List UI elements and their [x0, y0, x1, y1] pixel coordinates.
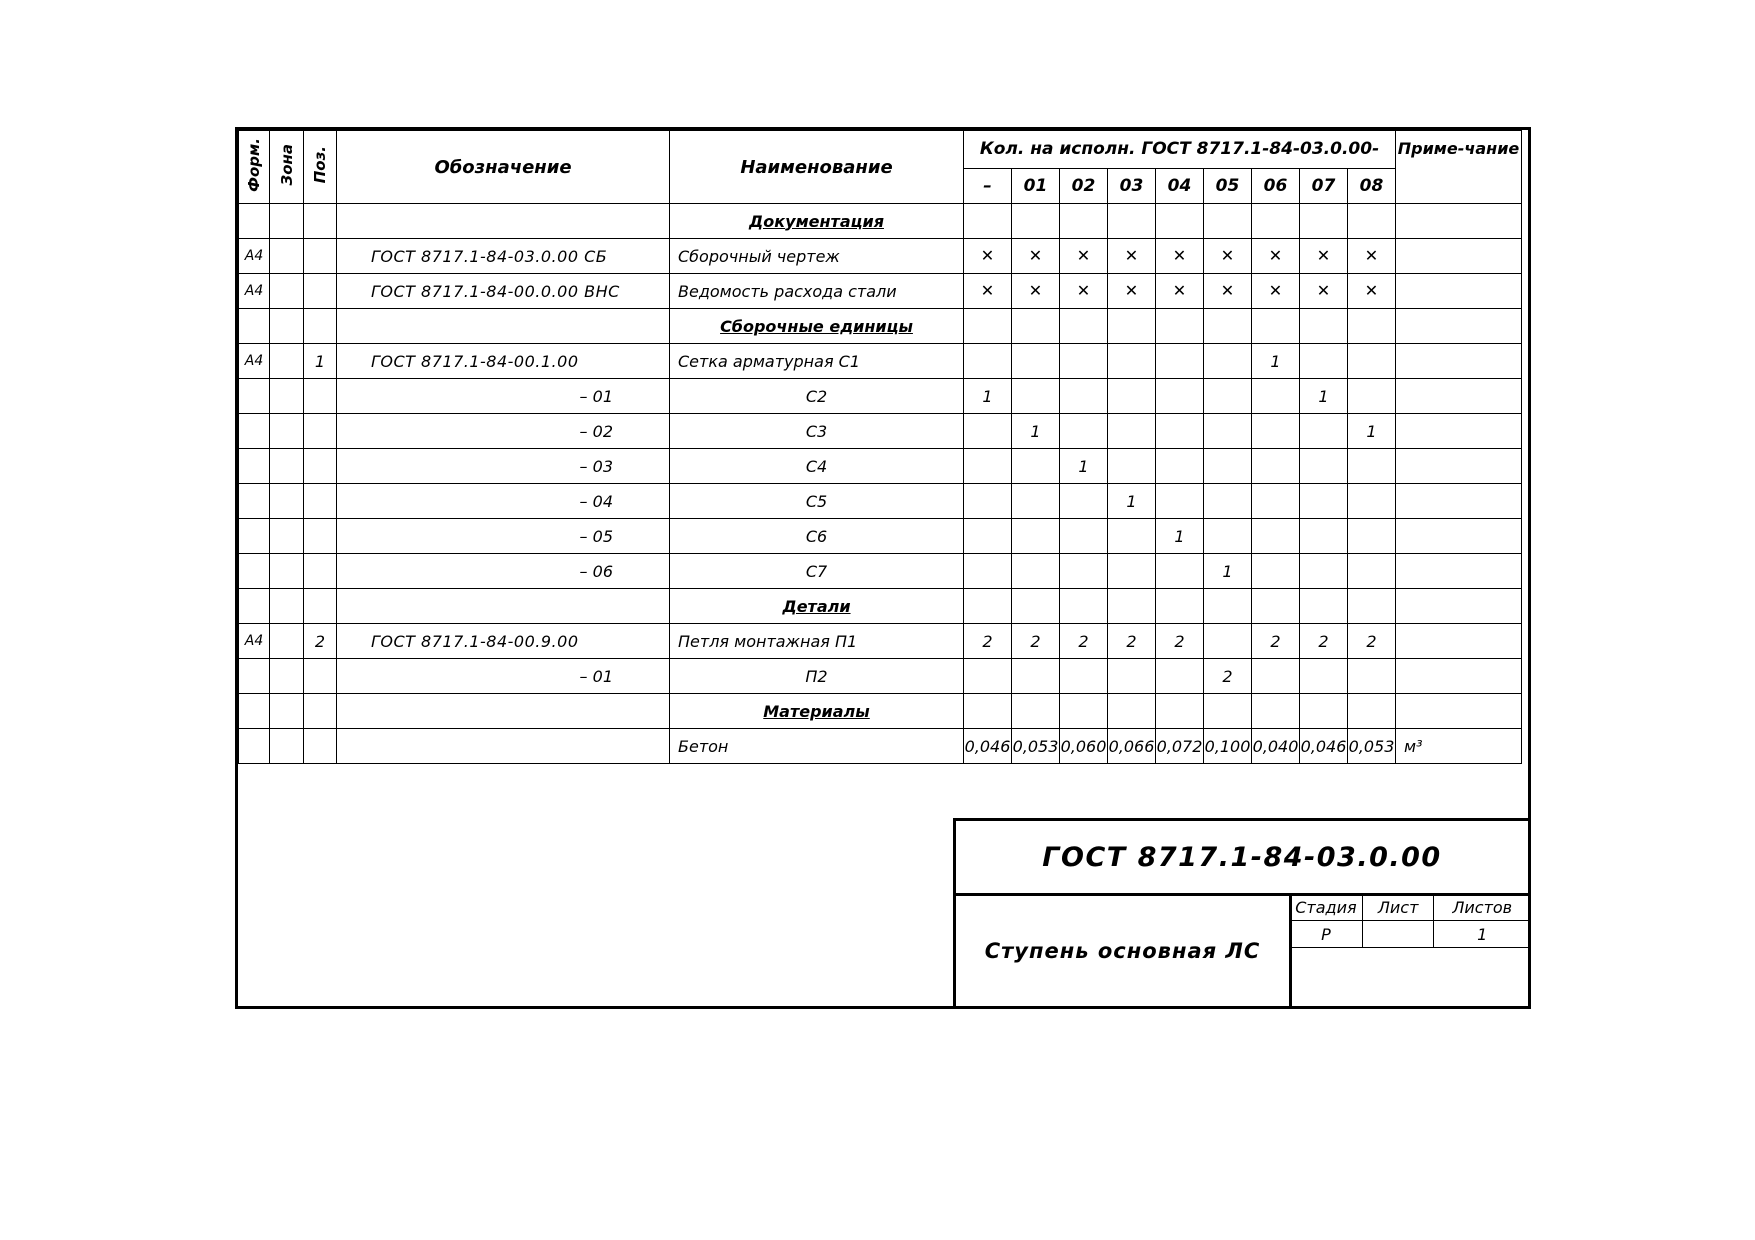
sheets-value: 1	[1434, 921, 1531, 948]
pos-cell	[304, 379, 337, 414]
qty-cell: 1	[1348, 414, 1396, 449]
qty-cell	[1348, 694, 1396, 729]
qty-cell: 1	[1108, 484, 1156, 519]
qty-cell	[1252, 694, 1300, 729]
qty-cell	[1156, 554, 1204, 589]
qty-cell: 2	[1204, 659, 1252, 694]
qty-cell	[1348, 449, 1396, 484]
table-row	[239, 344, 1522, 379]
qty-cell	[1060, 379, 1108, 414]
qty-cell	[1012, 204, 1060, 239]
qty-cell	[964, 449, 1012, 484]
form-cell	[239, 589, 270, 624]
pos-cell	[304, 449, 337, 484]
qty-cell	[1012, 589, 1060, 624]
qty-cell: 2	[964, 624, 1012, 659]
form-cell	[239, 484, 270, 519]
designation-cell	[337, 589, 670, 624]
qty-cell	[1156, 309, 1204, 344]
qty-cell	[1060, 344, 1108, 379]
header-qty-title: Кол. на исполн. ГОСТ 8717.1-84-03.0.00-	[964, 131, 1396, 169]
qty-cell	[1300, 519, 1348, 554]
section-row	[239, 589, 1522, 624]
note-cell	[1396, 309, 1522, 344]
pos-cell	[304, 414, 337, 449]
qty-cell	[1204, 694, 1252, 729]
qty-cell	[1060, 519, 1108, 554]
qty-cell	[964, 659, 1012, 694]
variant-header: 02	[1060, 168, 1108, 204]
table-row	[239, 729, 1522, 764]
header-form: Форм.	[245, 138, 263, 192]
table-row	[239, 659, 1522, 694]
assembly-mark: ✕	[1156, 239, 1204, 274]
zone-cell	[270, 309, 304, 344]
zone-cell	[270, 694, 304, 729]
note-cell	[1396, 449, 1522, 484]
designation-cell: – 04	[337, 484, 670, 519]
name-cell: С3	[670, 414, 964, 449]
note-cell	[1396, 204, 1522, 239]
assembly-mark: ✕	[1252, 239, 1300, 274]
name-cell: Сборочный чертеж	[670, 239, 964, 274]
zone-cell	[270, 449, 304, 484]
qty-cell: 0,053	[1012, 729, 1060, 764]
assembly-mark: ✕	[964, 239, 1012, 274]
pos-cell	[304, 309, 337, 344]
document-name: Ступень основная ЛС	[956, 893, 1292, 1009]
qty-cell	[1156, 204, 1204, 239]
qty-cell	[964, 519, 1012, 554]
variant-header: 03	[1108, 168, 1156, 204]
qty-cell	[964, 589, 1012, 624]
qty-cell: 2	[1060, 624, 1108, 659]
pos-cell	[304, 274, 337, 309]
table-row	[239, 519, 1522, 554]
qty-cell	[1300, 659, 1348, 694]
zone-cell	[270, 589, 304, 624]
variant-header: 07	[1300, 168, 1348, 204]
qty-cell	[1204, 624, 1252, 659]
designation-cell: ГОСТ 8717.1-84-00.9.00	[337, 624, 670, 659]
assembly-mark: ✕	[1300, 239, 1348, 274]
form-cell	[239, 694, 270, 729]
qty-cell	[1300, 484, 1348, 519]
qty-cell: 0,040	[1252, 729, 1300, 764]
qty-cell	[1204, 449, 1252, 484]
qty-cell	[1300, 589, 1348, 624]
form-cell: А4	[239, 274, 270, 309]
qty-cell	[1060, 484, 1108, 519]
form-cell	[239, 659, 270, 694]
qty-cell	[1204, 379, 1252, 414]
qty-cell: 2	[1252, 624, 1300, 659]
form-cell	[239, 554, 270, 589]
header-row	[239, 131, 1522, 169]
qty-cell	[1108, 519, 1156, 554]
qty-cell	[1300, 694, 1348, 729]
assembly-mark: ✕	[1156, 274, 1204, 309]
section-row	[239, 309, 1522, 344]
qty-cell: 0,072	[1156, 729, 1204, 764]
assembly-mark: ✕	[1060, 274, 1108, 309]
qty-cell	[1252, 659, 1300, 694]
zone-cell	[270, 414, 304, 449]
stage-value: Р	[1290, 921, 1363, 948]
qty-cell	[1108, 204, 1156, 239]
qty-cell: 2	[1156, 624, 1204, 659]
zone-cell	[270, 624, 304, 659]
qty-cell	[1204, 519, 1252, 554]
zone-cell	[270, 239, 304, 274]
name-cell: П2	[670, 659, 964, 694]
note-cell	[1396, 589, 1522, 624]
pos-cell	[304, 589, 337, 624]
table-row	[239, 624, 1522, 659]
qty-cell	[1348, 204, 1396, 239]
name-cell: Петля монтажная П1	[670, 624, 964, 659]
qty-cell	[1300, 309, 1348, 344]
note-cell	[1396, 554, 1522, 589]
qty-cell	[1300, 449, 1348, 484]
zone-cell	[270, 204, 304, 239]
qty-cell	[1060, 659, 1108, 694]
pos-cell	[304, 519, 337, 554]
designation-cell: – 01	[337, 659, 670, 694]
qty-cell	[1300, 204, 1348, 239]
qty-cell	[1108, 309, 1156, 344]
qty-cell	[1012, 449, 1060, 484]
qty-cell	[1252, 309, 1300, 344]
form-cell	[239, 414, 270, 449]
section-row	[239, 204, 1522, 239]
zone-cell	[270, 519, 304, 554]
name-cell: Ведомость расхода стали	[670, 274, 964, 309]
qty-cell	[1156, 344, 1204, 379]
table-row	[239, 484, 1522, 519]
pos-cell: 2	[304, 624, 337, 659]
qty-cell	[1204, 484, 1252, 519]
variant-header: –	[964, 168, 1012, 204]
assembly-mark: ✕	[1012, 239, 1060, 274]
qty-cell	[1204, 414, 1252, 449]
assembly-mark: ✕	[1348, 274, 1396, 309]
pos-cell: 1	[304, 344, 337, 379]
note-cell	[1396, 414, 1522, 449]
qty-cell	[1156, 414, 1204, 449]
zone-cell	[270, 379, 304, 414]
form-cell	[239, 204, 270, 239]
form-cell: А4	[239, 344, 270, 379]
variant-header: 05	[1204, 168, 1252, 204]
assembly-mark: ✕	[1348, 239, 1396, 274]
qty-cell	[1204, 309, 1252, 344]
qty-cell	[1156, 589, 1204, 624]
qty-cell: 1	[1204, 554, 1252, 589]
designation-cell: – 02	[337, 414, 670, 449]
qty-cell	[1348, 659, 1396, 694]
designation-cell: – 01	[337, 379, 670, 414]
name-cell: Сборочные единицы	[670, 309, 964, 344]
note-cell	[1396, 484, 1522, 519]
header-pos: Поз.	[311, 146, 329, 184]
form-cell	[239, 519, 270, 554]
qty-cell: 0,046	[1300, 729, 1348, 764]
name-cell: Детали	[670, 589, 964, 624]
qty-cell: 2	[1300, 624, 1348, 659]
name-cell: Материалы	[670, 694, 964, 729]
name-cell: Бетон	[670, 729, 964, 764]
assembly-mark: ✕	[1012, 274, 1060, 309]
qty-cell	[964, 204, 1012, 239]
qty-cell	[1348, 589, 1396, 624]
designation-cell: – 05	[337, 519, 670, 554]
assembly-mark: ✕	[1060, 239, 1108, 274]
qty-cell	[1252, 414, 1300, 449]
qty-cell	[1204, 589, 1252, 624]
qty-cell	[1108, 414, 1156, 449]
header-name: Наименование	[670, 131, 964, 204]
qty-cell	[1108, 379, 1156, 414]
qty-cell	[1348, 309, 1396, 344]
zone-cell	[270, 554, 304, 589]
name-cell: С2	[670, 379, 964, 414]
note-cell	[1396, 624, 1522, 659]
zone-cell	[270, 274, 304, 309]
designation-cell	[337, 694, 670, 729]
qty-cell	[1012, 659, 1060, 694]
qty-cell	[1204, 204, 1252, 239]
name-cell: С7	[670, 554, 964, 589]
designation-cell: – 03	[337, 449, 670, 484]
qty-cell	[1252, 519, 1300, 554]
designation-cell: ГОСТ 8717.1-84-03.0.00 СБ	[337, 239, 670, 274]
qty-cell: 1	[964, 379, 1012, 414]
qty-cell: 1	[1300, 379, 1348, 414]
qty-cell: 0,100	[1204, 729, 1252, 764]
qty-cell	[1012, 344, 1060, 379]
zone-cell	[270, 659, 304, 694]
qty-cell	[1108, 554, 1156, 589]
qty-cell	[1348, 344, 1396, 379]
table-row	[239, 274, 1522, 309]
note-cell	[1396, 519, 1522, 554]
pos-cell	[304, 659, 337, 694]
header-note: Приме-чание	[1396, 131, 1522, 204]
assembly-mark: ✕	[1204, 274, 1252, 309]
qty-cell: 2	[1348, 624, 1396, 659]
stage-sheet-grid	[1289, 893, 1531, 948]
assembly-mark: ✕	[1300, 274, 1348, 309]
qty-cell	[1348, 484, 1396, 519]
note-cell	[1396, 379, 1522, 414]
qty-cell	[1348, 379, 1396, 414]
qty-cell: 0,066	[1108, 729, 1156, 764]
document-code: ГОСТ 8717.1-84-03.0.00	[956, 821, 1528, 896]
qty-cell	[1252, 589, 1300, 624]
qty-cell: 1	[1060, 449, 1108, 484]
specification-sheet	[235, 127, 1531, 1009]
qty-cell	[1300, 344, 1348, 379]
qty-cell	[1252, 484, 1300, 519]
assembly-mark: ✕	[1108, 274, 1156, 309]
qty-cell	[964, 484, 1012, 519]
header-zone: Зона	[277, 144, 296, 186]
designation-cell	[337, 204, 670, 239]
title-block	[953, 818, 1528, 1006]
note-cell	[1396, 344, 1522, 379]
qty-cell	[1348, 554, 1396, 589]
qty-cell	[1012, 519, 1060, 554]
note-cell	[1396, 239, 1522, 274]
qty-cell	[1156, 449, 1204, 484]
name-cell: Документация	[670, 204, 964, 239]
qty-cell	[964, 694, 1012, 729]
qty-cell	[1300, 414, 1348, 449]
qty-cell	[1060, 309, 1108, 344]
stage-label: Стадия	[1290, 894, 1363, 921]
designation-cell: ГОСТ 8717.1-84-00.0.00 ВНС	[337, 274, 670, 309]
variant-header: 04	[1156, 168, 1204, 204]
qty-cell	[964, 344, 1012, 379]
name-cell: Сетка арматурная С1	[670, 344, 964, 379]
form-cell	[239, 309, 270, 344]
form-cell	[239, 729, 270, 764]
qty-cell	[1012, 554, 1060, 589]
header-designation: Обозначение	[337, 131, 670, 204]
qty-cell	[1156, 694, 1204, 729]
variant-header: 06	[1252, 168, 1300, 204]
qty-cell	[964, 414, 1012, 449]
variant-header: 01	[1012, 168, 1060, 204]
qty-cell	[1108, 659, 1156, 694]
name-cell: С4	[670, 449, 964, 484]
qty-cell	[1156, 659, 1204, 694]
name-cell: С6	[670, 519, 964, 554]
section-row	[239, 694, 1522, 729]
qty-cell	[1252, 449, 1300, 484]
sheet-value	[1362, 921, 1434, 948]
note-cell	[1396, 274, 1522, 309]
designation-cell: – 06	[337, 554, 670, 589]
pos-cell	[304, 729, 337, 764]
qty-cell: 0,060	[1060, 729, 1108, 764]
pos-cell	[304, 239, 337, 274]
qty-cell	[1108, 449, 1156, 484]
specification-table	[238, 130, 1522, 764]
qty-cell	[1252, 379, 1300, 414]
note-cell	[1396, 694, 1522, 729]
designation-cell: ГОСТ 8717.1-84-00.1.00	[337, 344, 670, 379]
designation-cell	[337, 309, 670, 344]
qty-cell	[1108, 589, 1156, 624]
qty-cell	[1348, 519, 1396, 554]
qty-cell: 1	[1012, 414, 1060, 449]
table-row	[239, 239, 1522, 274]
qty-cell	[1060, 694, 1108, 729]
note-cell: м³	[1396, 729, 1522, 764]
qty-cell	[1012, 484, 1060, 519]
qty-cell	[1012, 379, 1060, 414]
name-cell: С5	[670, 484, 964, 519]
form-cell	[239, 449, 270, 484]
qty-cell: 0,053	[1348, 729, 1396, 764]
qty-cell	[1060, 414, 1108, 449]
qty-cell	[1300, 554, 1348, 589]
designation-cell	[337, 729, 670, 764]
zone-cell	[270, 729, 304, 764]
qty-cell: 1	[1156, 519, 1204, 554]
qty-cell	[964, 309, 1012, 344]
variant-header: 08	[1348, 168, 1396, 204]
qty-cell	[1060, 554, 1108, 589]
form-cell	[239, 379, 270, 414]
qty-cell: 2	[1012, 624, 1060, 659]
pos-cell	[304, 694, 337, 729]
qty-cell: 0,046	[964, 729, 1012, 764]
note-cell	[1396, 659, 1522, 694]
qty-cell: 1	[1252, 344, 1300, 379]
sheets-label: Листов	[1434, 894, 1531, 921]
table-row	[239, 379, 1522, 414]
table-row	[239, 414, 1522, 449]
qty-cell: 2	[1108, 624, 1156, 659]
qty-cell	[1156, 379, 1204, 414]
qty-cell	[1060, 204, 1108, 239]
assembly-mark: ✕	[1252, 274, 1300, 309]
qty-cell	[1108, 694, 1156, 729]
qty-cell	[1156, 484, 1204, 519]
qty-cell	[1252, 204, 1300, 239]
table-row	[239, 554, 1522, 589]
zone-cell	[270, 344, 304, 379]
pos-cell	[304, 484, 337, 519]
qty-cell	[1012, 694, 1060, 729]
qty-cell	[1108, 344, 1156, 379]
qty-cell	[1012, 309, 1060, 344]
qty-cell	[1060, 589, 1108, 624]
sheet-label: Лист	[1362, 894, 1434, 921]
pos-cell	[304, 554, 337, 589]
qty-cell	[1252, 554, 1300, 589]
form-cell: А4	[239, 624, 270, 659]
zone-cell	[270, 484, 304, 519]
pos-cell	[304, 204, 337, 239]
qty-cell	[964, 554, 1012, 589]
assembly-mark: ✕	[1108, 239, 1156, 274]
form-cell: А4	[239, 239, 270, 274]
assembly-mark: ✕	[1204, 239, 1252, 274]
assembly-mark: ✕	[964, 274, 1012, 309]
qty-cell	[1204, 344, 1252, 379]
table-row	[239, 449, 1522, 484]
